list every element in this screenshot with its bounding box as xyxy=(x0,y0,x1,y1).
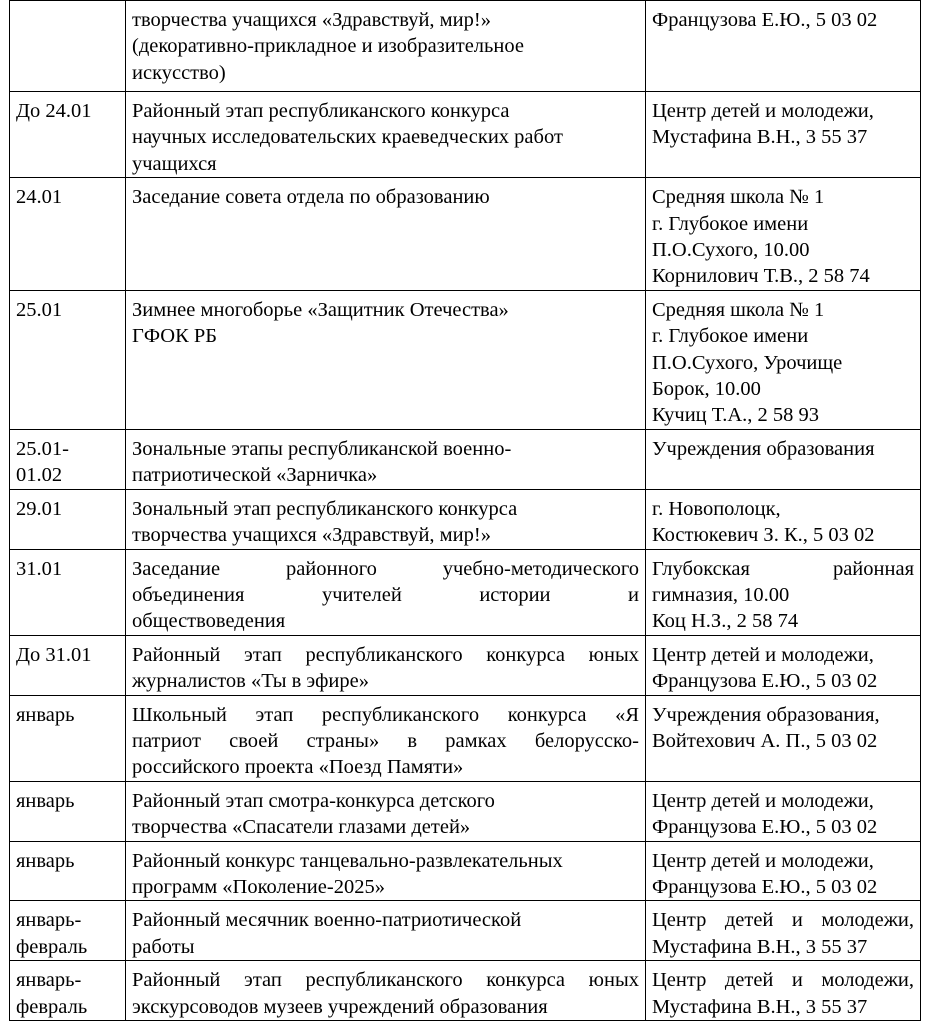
word: конкурса xyxy=(507,703,587,726)
text-line: Учреждения образования xyxy=(652,437,875,460)
word: белорусско- xyxy=(534,729,639,752)
text-line: экскурсоводов музеев учреждений образования xyxy=(132,995,548,1018)
table-row xyxy=(10,695,921,781)
date-cell xyxy=(10,901,126,961)
word: молодежи, xyxy=(821,969,914,992)
text-line: Мустафина В.Н., 3 55 37 xyxy=(652,995,868,1018)
date-text: 25.01 xyxy=(16,298,63,321)
word: конкурса xyxy=(486,969,566,992)
text-line: Зональный этап республиканского конкурса xyxy=(132,497,518,520)
location-contact-cell xyxy=(646,178,921,291)
word: и xyxy=(791,909,803,932)
word: молодежи, xyxy=(821,909,914,932)
justified-text-line xyxy=(132,967,639,993)
text-line: г. Новополоцк, xyxy=(652,497,781,520)
event-cell xyxy=(126,549,646,635)
date-text: До 24.01 xyxy=(16,100,92,122)
word: конкурса xyxy=(486,643,566,666)
word: юных xyxy=(588,969,639,992)
date-cell xyxy=(10,781,126,841)
word: Заседание xyxy=(132,557,221,580)
table-row xyxy=(10,635,921,695)
date-text: февраль xyxy=(16,935,88,958)
text-line: Зональные этапы республиканской военно- xyxy=(132,437,512,460)
text-line: Корнилович Т.В., 2 58 74 xyxy=(652,265,870,288)
event-cell xyxy=(126,781,646,841)
date-cell xyxy=(10,92,126,178)
location-contact-cell xyxy=(646,1,921,92)
word: своей xyxy=(229,729,279,752)
word: районного xyxy=(285,557,377,580)
text-line: Средняя школа № 1 xyxy=(652,186,825,209)
table-row xyxy=(10,961,921,1021)
table-body xyxy=(10,1,921,1021)
text-line: творчества учащихся «Здравствуй, мир!» xyxy=(132,9,491,31)
date-cell xyxy=(10,429,126,489)
date-cell xyxy=(10,178,126,291)
event-cell xyxy=(126,489,646,549)
text-line: научных исследовательских краеведческих работ xyxy=(132,126,563,149)
word: республиканского xyxy=(305,969,463,992)
text-line: Районный конкурс танцевально-развлекательных xyxy=(132,849,563,872)
event-cell xyxy=(126,92,646,178)
date-text: 31.01 xyxy=(16,557,63,580)
table-row xyxy=(10,290,921,429)
word: «Я xyxy=(615,703,639,726)
text-line: Французова Е.Ю., 5 03 02 xyxy=(652,816,878,839)
events-schedule-table xyxy=(9,0,921,1021)
event-cell xyxy=(126,178,646,291)
location-contact-cell xyxy=(646,781,921,841)
text-line: творчества учащихся «Здравствуй, мир!» xyxy=(132,524,491,547)
text-line: Кучиц Т.А., 2 58 93 xyxy=(652,404,820,427)
date-cell xyxy=(10,549,126,635)
location-contact-cell xyxy=(646,92,921,178)
table-row xyxy=(10,781,921,841)
justified-text-line xyxy=(132,642,639,668)
word: в xyxy=(407,729,418,752)
justified-text-line xyxy=(132,556,639,582)
text-line: г. Глубокое имени xyxy=(652,325,809,348)
justified-text-line xyxy=(132,728,639,754)
text-line: Французова Е.Ю., 5 03 02 xyxy=(652,875,878,898)
location-contact-cell xyxy=(646,290,921,429)
text-line: патриотической «Зарничка» xyxy=(132,464,378,487)
text-line: Заседание совета отдела по образованию xyxy=(132,186,490,209)
word: Центр xyxy=(652,969,707,992)
text-line: Мустафина В.Н., 3 55 37 xyxy=(652,126,868,149)
text-line: Мустафина В.Н., 3 55 37 xyxy=(652,935,868,958)
word: республиканского xyxy=(321,703,480,726)
event-cell xyxy=(126,695,646,781)
word: страны» xyxy=(306,729,380,752)
date-cell xyxy=(10,635,126,695)
text-line: П.О.Сухого, 10.00 xyxy=(652,239,810,262)
table-row xyxy=(10,1,921,92)
date-text: 01.02 xyxy=(16,464,63,487)
location-contact-cell xyxy=(646,961,921,1021)
text-line: ГФОК РБ xyxy=(132,325,218,348)
text-line: работы xyxy=(132,935,195,958)
text-line: Районный месячник военно-патриотической xyxy=(132,909,522,932)
location-contact-cell xyxy=(646,901,921,961)
word: этап xyxy=(244,643,282,666)
word: Районный xyxy=(132,969,221,992)
text-line: учащихся xyxy=(132,152,217,175)
word: Центр xyxy=(652,909,707,932)
date-text: февраль xyxy=(16,995,88,1018)
date-text: январь- xyxy=(16,909,82,932)
event-cell xyxy=(126,429,646,489)
word: учебно-методического xyxy=(442,557,639,580)
word: республиканского xyxy=(305,643,463,666)
text-line: обществоведения xyxy=(132,610,286,633)
word: Районный xyxy=(132,643,221,666)
date-text: январь xyxy=(16,789,75,812)
location-contact-cell xyxy=(646,841,921,901)
date-cell xyxy=(10,489,126,549)
text-line: Учреждения образования, xyxy=(652,703,880,726)
event-cell xyxy=(126,901,646,961)
text-line: г. Глубокое имени xyxy=(652,212,809,235)
table-row xyxy=(10,178,921,291)
text-line: Центр детей и молодежи, xyxy=(652,643,874,666)
date-text: январь xyxy=(16,703,75,726)
location-contact-cell xyxy=(646,489,921,549)
word: и xyxy=(791,969,803,992)
table-row xyxy=(10,429,921,489)
word: этап xyxy=(255,703,294,726)
text-line: (декоративно-прикладное и изобразительное xyxy=(132,35,524,58)
text-line: П.О.Сухого, Урочище xyxy=(652,351,843,374)
word: учителей xyxy=(321,583,402,606)
event-cell xyxy=(126,1,646,92)
date-text: 24.01 xyxy=(16,186,63,209)
date-text: До 31.01 xyxy=(16,643,92,666)
table-row xyxy=(10,92,921,178)
text-line: Зимнее многоборье «Защитник Отечества» xyxy=(132,298,509,321)
location-contact-cell xyxy=(646,695,921,781)
event-cell xyxy=(126,635,646,695)
text-line: Французова Е.Ю., 5 03 02 xyxy=(652,670,878,693)
text-line: Центр детей и молодежи, xyxy=(652,100,874,122)
word: рамках xyxy=(445,729,507,752)
text-line: гимназия, 10.00 xyxy=(652,583,790,606)
text-line: Центр детей и молодежи, xyxy=(652,849,874,872)
word: Школьный xyxy=(132,703,227,726)
text-line: Районный этап республиканского конкурса xyxy=(132,100,510,122)
text-line: Борок, 10.00 xyxy=(652,378,761,401)
word: детей xyxy=(724,969,774,992)
text-line: Центр детей и молодежи, xyxy=(652,789,874,812)
word: детей xyxy=(724,909,774,932)
word: и xyxy=(628,583,639,606)
date-cell xyxy=(10,841,126,901)
date-cell xyxy=(10,961,126,1021)
word: этап xyxy=(244,969,282,992)
text-line: Войтехович А. П., 5 03 02 xyxy=(652,729,878,752)
date-text: 25.01- xyxy=(16,437,69,460)
word: патриот xyxy=(132,729,201,752)
event-cell xyxy=(126,961,646,1021)
location-contact-cell xyxy=(646,549,921,635)
event-cell xyxy=(126,290,646,429)
table-row xyxy=(10,841,921,901)
table-row xyxy=(10,901,921,961)
text-line: творчества «Спасатели глазами детей» xyxy=(132,816,471,839)
location-contact-cell xyxy=(646,635,921,695)
word: районная xyxy=(832,557,914,580)
justified-text-line xyxy=(132,702,639,728)
word: истории xyxy=(479,583,551,606)
date-text: январь- xyxy=(16,969,82,992)
text-line: журналистов «Ты в эфире» xyxy=(132,670,369,693)
date-cell xyxy=(10,290,126,429)
text-line: Районный этап смотра-конкурса детского xyxy=(132,789,495,812)
table-row xyxy=(10,549,921,635)
word: Глубокская xyxy=(652,557,750,580)
justified-text-line xyxy=(652,967,914,993)
date-text: январь xyxy=(16,849,75,872)
text-line: Французова Е.Ю., 5 03 02 xyxy=(652,9,878,31)
date-cell xyxy=(10,1,126,92)
justified-text-line xyxy=(652,556,914,582)
text-line: российского проекта «Поезд Памяти» xyxy=(132,756,464,779)
word: объединения xyxy=(132,583,245,606)
text-line: Костюкевич З. К., 5 03 02 xyxy=(652,524,875,547)
justified-text-line xyxy=(652,907,914,933)
date-text: 29.01 xyxy=(16,497,63,520)
text-line: Средняя школа № 1 xyxy=(652,298,825,321)
justified-text-line xyxy=(132,582,639,608)
event-cell xyxy=(126,841,646,901)
date-cell xyxy=(10,695,126,781)
text-line: искусство) xyxy=(132,61,226,84)
table-row xyxy=(10,489,921,549)
word: юных xyxy=(588,643,639,666)
location-contact-cell xyxy=(646,429,921,489)
text-line: программ «Поколение-2025» xyxy=(132,875,385,898)
text-line: Коц Н.З., 2 58 74 xyxy=(652,610,799,633)
